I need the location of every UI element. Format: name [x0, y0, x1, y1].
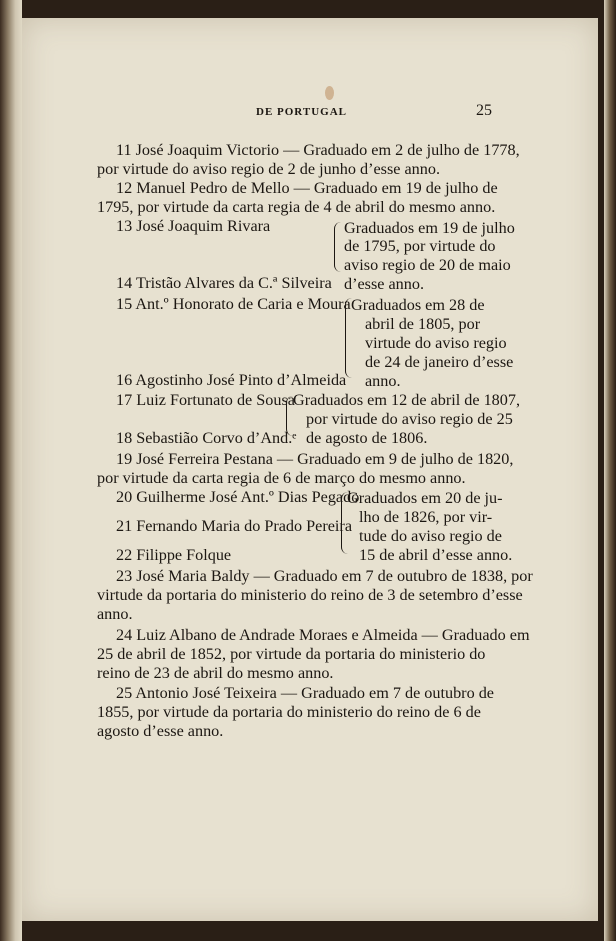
entry-11-line-1: 11 José Joaquim Victorio — Graduado em 2 de julho de 1778, — [116, 141, 520, 159]
entry-16-name: 16 Agostinho José Pinto d’Almeida — [116, 371, 347, 389]
entry-19-line-1: 19 José Ferreira Pestana — Graduado em 9 de julho de 1820, — [116, 450, 514, 468]
note-13-line-1: Graduados em 19 de julho — [344, 219, 515, 237]
entry-14-name: 14 Tristão Alvares da C.ª Silveira — [116, 274, 332, 292]
note-13-line-3: aviso regio de 20 de maio — [344, 256, 511, 274]
entry-24-line-2: 25 de abril de 1852, por virtude da portaria do ministerio do — [97, 645, 486, 663]
note-20-line-2: lho de 1826, por vir- — [359, 508, 493, 526]
book-spine — [0, 0, 22, 941]
page-edge — [604, 0, 616, 941]
brace-13-14 — [334, 222, 341, 272]
entry-17-name: 17 Luiz Fortunato de Sousa — [116, 391, 295, 409]
note-17-line-1: Graduados em 12 de abril de 1807, — [293, 391, 521, 409]
entry-19-line-2: por virtude da carta regia de 6 de março do mesmo anno. — [97, 469, 466, 487]
note-17-line-3: de agosto de 1806. — [306, 429, 428, 447]
note-15-line-5: anno. — [365, 372, 401, 390]
entry-13-name: 13 José Joaquim Rivara — [116, 217, 271, 235]
note-15-line-2: abril de 1805, por — [365, 315, 481, 333]
entry-24-line-3: reino de 23 de abril do mesmo anno. — [97, 664, 334, 682]
brace-17-18 — [286, 396, 293, 436]
entry-12-line-1: 12 Manuel Pedro de Mello — Graduado em 19 de julho de — [116, 179, 498, 197]
note-13-line-4: d’esse anno. — [344, 275, 425, 293]
entry-22-name: 22 Filippe Folque — [116, 546, 232, 564]
entry-24-line-1: 24 Luiz Albano de Andrade Moraes e Almeida — Graduado em — [116, 626, 530, 644]
paper-stain — [325, 86, 334, 100]
entry-11-line-2: por virtude do aviso regio de 2 de junho d’esse anno. — [97, 160, 441, 178]
note-20-line-1: Graduados em 20 de ju- — [347, 489, 503, 507]
entry-21-name: 21 Fernando Maria do Prado Pereira — [116, 517, 352, 535]
note-20-line-3: tude do aviso regio de — [359, 527, 502, 545]
running-header: DE PORTUGAL — [256, 106, 347, 118]
entry-23-line-1: 23 José Maria Baldy — Graduado em 7 de outubro de 1838, por — [116, 567, 533, 585]
note-15-line-1: Graduados em 28 de — [351, 296, 485, 314]
note-15-line-3: virtude do aviso regio — [365, 334, 507, 352]
note-17-line-2: por virtude do aviso regio de 25 — [306, 410, 513, 428]
entry-20-name: 20 Guilherme José Ant.º Dias Pegado — [116, 488, 360, 506]
entry-23-line-2: virtude da portaria do ministerio do reino de 3 de setembro d’esse — [97, 586, 523, 604]
entry-25-line-2: 1855, por virtude da portaria do ministerio do reino de 6 de — [97, 703, 481, 721]
entry-25-line-1: 25 Antonio José Teixeira — Graduado em 7 de outubro de — [116, 684, 494, 702]
page-number: 25 — [476, 102, 492, 119]
entry-23-line-3: anno. — [97, 605, 133, 623]
entry-25-line-3: agosto d’esse anno. — [97, 722, 224, 740]
entry-12-line-2: 1795, por virtude da carta regia de 4 de abril do mesmo anno. — [97, 198, 496, 216]
note-13-line-2: de 1795, por virtude do — [344, 237, 496, 255]
note-15-line-4: de 24 de janeiro d’esse — [365, 353, 514, 371]
entry-15-name: 15 Ant.º Honorato de Caria e Moura — [116, 295, 351, 313]
entry-18-name: 18 Sebastião Corvo d’And.ᵉ — [116, 429, 297, 447]
note-20-line-4: 15 de abril d’esse anno. — [359, 546, 513, 564]
